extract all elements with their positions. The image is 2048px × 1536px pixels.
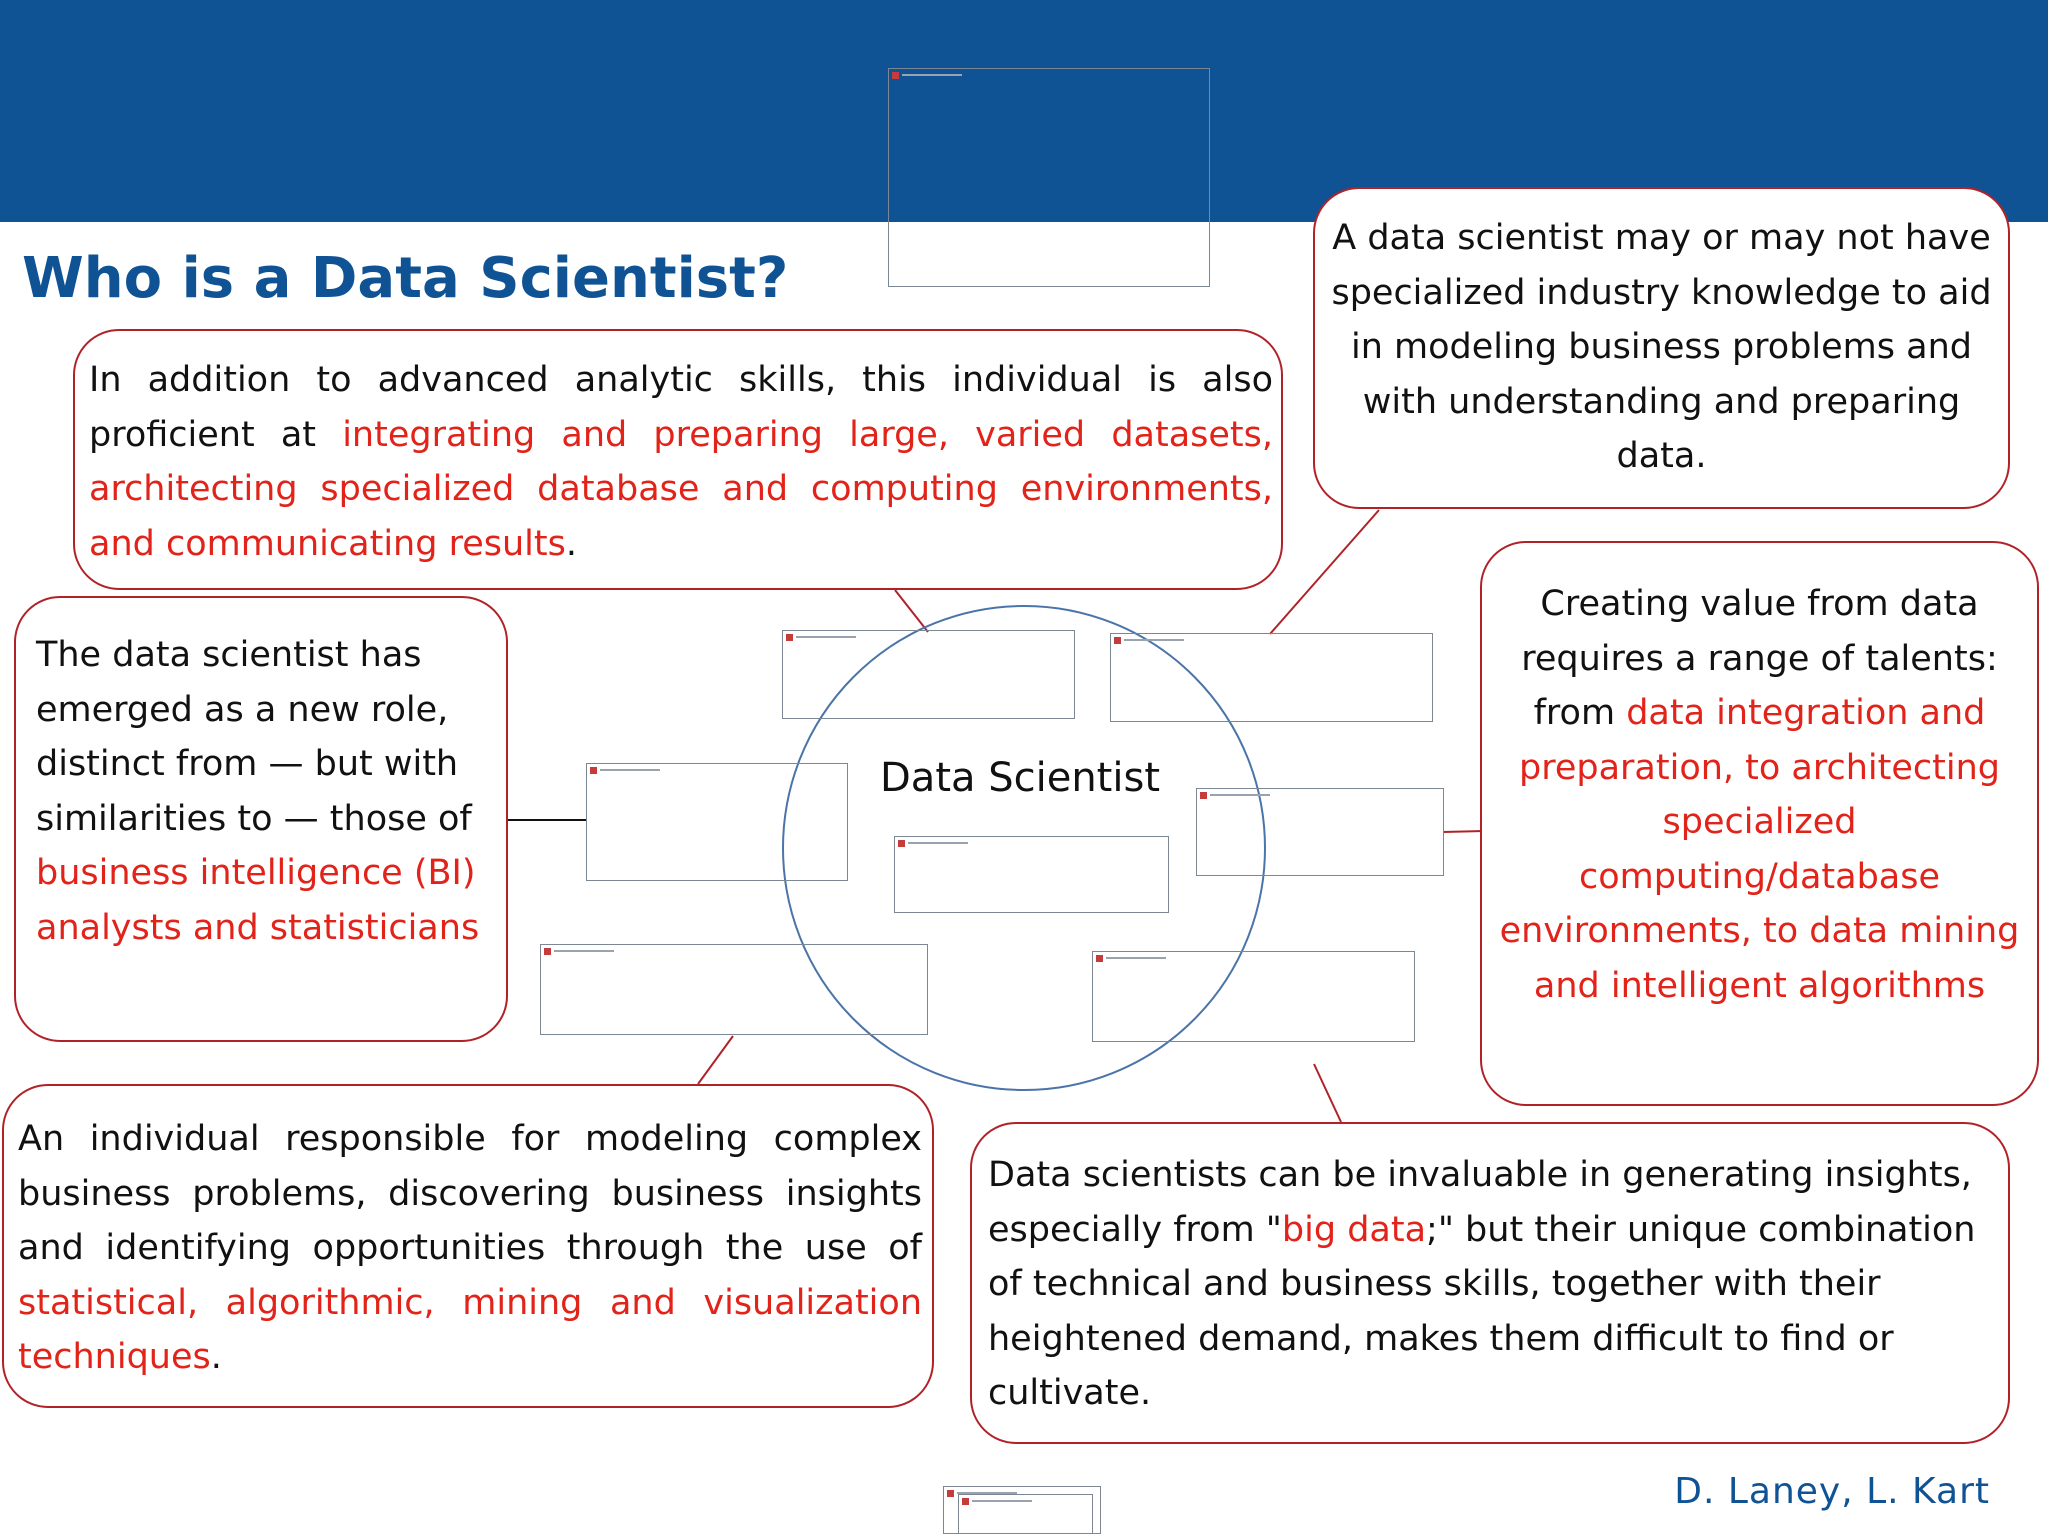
callout-emphasis: big data: [1281, 1209, 1427, 1250]
callout-top-left-text: [89, 353, 1273, 571]
connector-right: [1443, 831, 1484, 832]
callout-text: A data scientist may or may not have specialized industry knowledge to aid in modeling business problems and with understanding and preparing data.: [1331, 218, 1992, 476]
callout-text: The data scientist has emerged as a new role, distinct from — but with similarities to — those of: [36, 635, 472, 839]
callout-right-text: [1494, 577, 2025, 1013]
connector-top-right: [1270, 510, 1379, 634]
callout-text: In addition to advanced analytic skills, this individual is also proficient at: [89, 360, 1273, 455]
callout-text: Data scientists can be invaluable in generating insights, especially from ": [988, 1155, 1972, 1250]
callout-emphasis: business intelligence (BI) analysts and statisticians: [36, 853, 480, 948]
image-placeholder-5: [894, 836, 1169, 913]
connector-top-left: [895, 590, 928, 632]
callout-text: .: [210, 1337, 222, 1377]
image-placeholder-3: [586, 763, 848, 881]
callout-text: .: [565, 523, 577, 564]
callout-top-right-text: [1329, 211, 1994, 484]
author-credit: D. Laney, L. Kart: [1674, 1471, 1990, 1512]
image-placeholder-4: [1196, 788, 1444, 876]
image-placeholder-2: [1110, 633, 1433, 722]
page-title: Who is a Data Scientist?: [22, 246, 789, 311]
callout-top-left: [73, 329, 1283, 590]
center-label: Data Scientist: [880, 755, 1160, 801]
callout-bottom-right: [970, 1122, 2010, 1444]
callout-text: Creating value from data requires a range of talents: from: [1521, 584, 1998, 733]
callout-bottom-left-text: [18, 1112, 922, 1385]
callout-text: An individual responsible for modeling complex business problems, discovering business insights and identifying opportunities through the use of: [18, 1119, 922, 1268]
callout-right: [1480, 541, 2039, 1106]
callout-left-text: [36, 628, 492, 955]
callout-left: [14, 596, 508, 1042]
callout-emphasis: statistical, algorithmic, mining and visualization techniques: [18, 1282, 922, 1377]
image-placeholder-6: [540, 944, 928, 1035]
image-placeholder-1: [782, 630, 1075, 719]
callout-bottom-right-text: [988, 1148, 1990, 1421]
callout-emphasis: data integration and preparation, to architecting specialized computing/database environments, to data mining and intelligent algorithms: [1499, 693, 2020, 1006]
image-placeholder-7: [1092, 951, 1415, 1042]
callout-bottom-left: [2, 1084, 934, 1408]
callout-top-right: [1313, 187, 2010, 509]
callout-text: ;" but their unique combination of technical and business skills, together with their heightened demand, makes them difficult to find or cultivate.: [988, 1209, 1976, 1413]
callout-emphasis: integrating and preparing large, varied datasets, architecting specialized database and computing environments, and communicating results: [89, 414, 1274, 564]
connector-bottom-left: [698, 1036, 733, 1084]
connector-bottom-right: [1314, 1064, 1341, 1122]
